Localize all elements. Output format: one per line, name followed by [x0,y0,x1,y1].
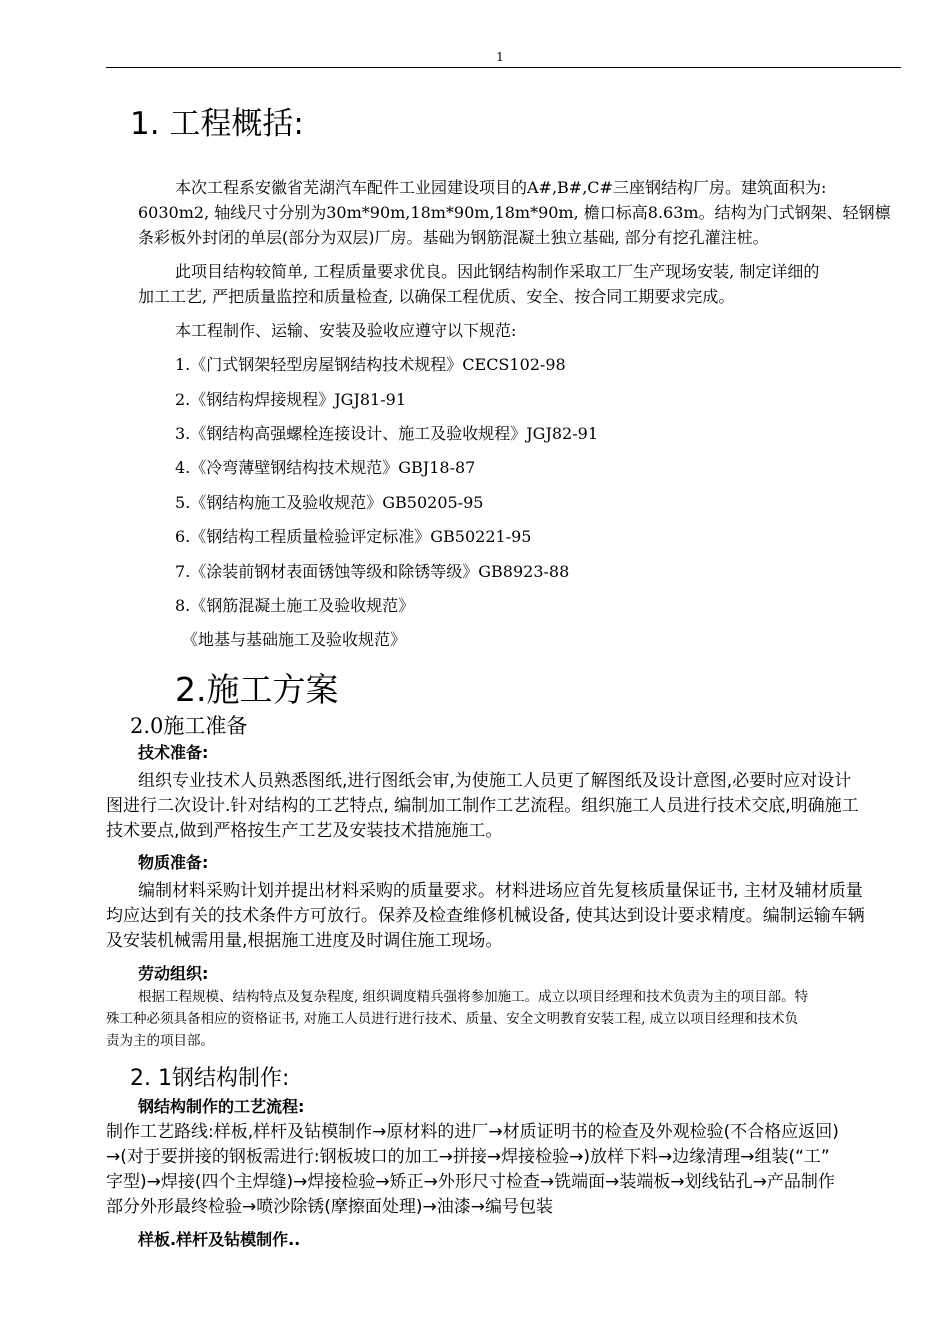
paragraph-line: 条彩板外封闭的单层(部分为双层)厂房。基础为钢筋混凝土独立基础, 部分有挖孔灌注桩。 [138,228,769,247]
paragraph-line: 及安装机械需用量,根据施工进度及时调住施工现场。 [106,931,503,951]
paragraph-line: 组织专业技术人员熟悉图纸,进行图纸会审,为使施工人员更了解图纸及设计意图,必要时应对设计 [138,771,852,791]
paragraph-line: 根据工程规模、结构特点及复杂程度, 组织调度精兵强将参加施工。成立以项目经理和技术负责为主的项目部。特 [138,989,809,1005]
paragraph-line: 本工程制作、运输、安装及验收应遵守以下规范: [175,321,517,340]
paragraph-line: →(对于要拼接的钢板需进行:钢板坡口的加工→拼接→焊接检验→)放样下料→边缘清理→组装(“工” [106,1147,830,1167]
standard-item: 《地基与基础施工及验收规范》 [182,630,407,649]
standard-item: 7.《涂装前钢材表面锈蚀等级和除锈等级》GB8923-88 [175,562,570,581]
paragraph-line: 技术要点,做到严格按生产工艺及安装技术措施施工。 [106,821,503,841]
labor-org-heading: 劳动组织: [138,964,209,983]
paragraph-line: 6030m2, 轴线尺寸分别为30m*90m,18m*90m,18m*90m, 檐口标高8.63m。结构为门式钢架、轻钢檩 [138,203,891,222]
section-2-title: 2.施工方案 [175,670,339,709]
standard-item: 5.《钢结构施工及验收规范》GB50205-95 [175,493,484,512]
standard-item: 2.《钢结构焊接规程》JGJ81-91 [175,390,407,409]
paragraph-line: 均应达到有关的技术条件方可放行。保养及检查维修机械设备, 使其达到设计要求精度。编制运输车辆 [106,906,865,926]
paragraph-line: 此项目结构较简单, 工程质量要求优良。因此钢结构制作采取工厂生产现场安装, 制定详细的 [175,262,820,281]
paragraph-line: 加工工艺, 严把质量监控和质量检查, 以确保工程优质、安全、按合同工期要求完成。 [138,287,735,306]
template-heading: 样板.样杆及钻模制作.. [138,1230,301,1249]
standard-item: 8.《钢筋混凝土施工及验收规范》 [175,596,415,615]
subsection-title: 2.0施工准备 [130,714,248,738]
standard-item: 4.《冷弯薄壁钢结构技术规范》GBJ18-87 [175,458,476,477]
paragraph-line: 制作工艺路线:样板,样杆及钻模制作→原材料的进厂→材质证明书的检查及外观检验(不合格应返回) [106,1122,839,1142]
header-divider [106,67,901,68]
standard-item: 3.《钢结构高强螺栓连接设计、施工及验收规程》JGJ82-91 [175,424,599,443]
subsection-title: 2. 1钢结构制作: [130,1066,290,1091]
paragraph-line: 部分外形最终检验→喷沙除锈(摩擦面处理)→油漆→编号包装 [106,1197,553,1217]
standard-item: 1.《门式钢架轻型房屋钢结构技术规程》CECS102-98 [175,355,566,374]
page-number: 1 [496,50,504,64]
paragraph-line: 编制材料采购计划并提出材料采购的质量要求。材料进场应首先复核质量保证书, 主材及辅材质量 [138,881,863,901]
paragraph-line: 责为主的项目部。 [106,1033,214,1049]
paragraph-line: 本次工程系安徽省芜湖汽车配件工业园建设项目的A#,B#,C#三座钢结构厂房。建筑面积为: [175,178,827,197]
standard-item: 6.《钢结构工程质量检验评定标准》GB50221-95 [175,527,532,546]
material-prep-heading: 物质准备: [138,853,209,872]
paragraph-line: 字型)→焊接(四个主焊缝)→焊接检验→矫正→外形尺寸检查→铣端面→装端板→划线钻孔→产品制作 [106,1172,835,1192]
process-heading: 钢结构制作的工艺流程: [138,1097,305,1116]
paragraph-line: 图进行二次设计.针对结构的工艺特点, 编制加工制作工艺流程。组织施工人员进行技术交底,明确施工 [106,796,859,816]
paragraph-line: 殊工种必须具备相应的资格证书, 对施工人员进行进行技术、质量、安全文明教育安装工程, 成立以项目经理和技术负 [106,1011,799,1027]
section-1-title: 1. 工程概括: [130,106,304,142]
tech-prep-heading: 技术准备: [138,743,209,762]
